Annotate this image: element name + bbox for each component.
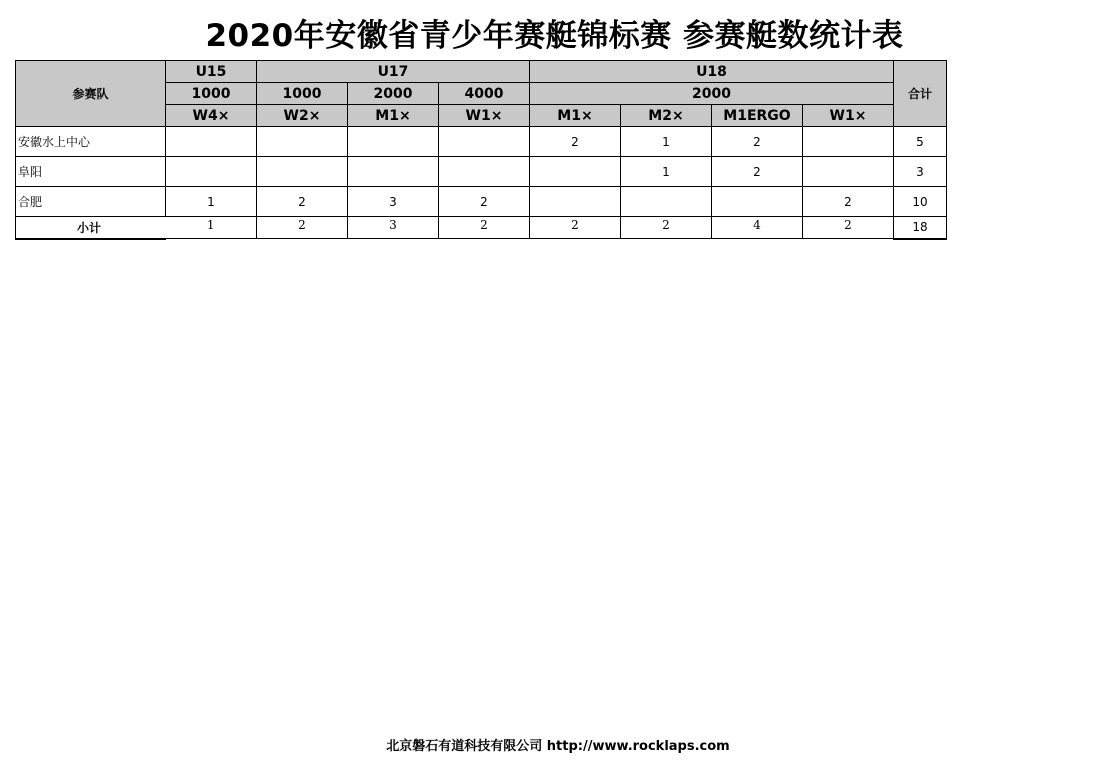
subtotal-cell: 2 bbox=[257, 217, 348, 239]
count-cell bbox=[803, 127, 894, 157]
row-total-cell: 10 bbox=[894, 187, 947, 217]
count-cell: 1 bbox=[166, 187, 257, 217]
table-row bbox=[16, 127, 947, 157]
count-cell: 1 bbox=[621, 157, 712, 187]
subtotal-cell: 2 bbox=[621, 217, 712, 239]
event-header: W2× bbox=[257, 105, 348, 127]
subtotal-label: 小计 bbox=[16, 217, 166, 239]
distance-header: 2000 bbox=[348, 83, 439, 105]
footer-credit: 北京磐石有道科技有限公司 http://www.rocklaps.com bbox=[386, 739, 730, 754]
count-cell: 3 bbox=[348, 187, 439, 217]
group-header-u15: U15 bbox=[166, 61, 257, 83]
distance-header: 4000 bbox=[439, 83, 530, 105]
count-cell bbox=[439, 127, 530, 157]
subtotal-cell: 2 bbox=[530, 217, 621, 239]
team-name-cell: 合肥 bbox=[16, 187, 166, 217]
count-cell bbox=[530, 157, 621, 187]
page-title: 2020年安徽省青少年赛艇锦标赛 参赛艇数统计表 bbox=[205, 18, 904, 54]
count-cell bbox=[712, 187, 803, 217]
event-header: M1× bbox=[348, 105, 439, 127]
distance-header: 2000 bbox=[530, 83, 894, 105]
event-header: M2× bbox=[621, 105, 712, 127]
subtotal-cell: 2 bbox=[439, 217, 530, 239]
event-header: W4× bbox=[166, 105, 257, 127]
count-cell: 2 bbox=[257, 187, 348, 217]
count-cell bbox=[621, 187, 712, 217]
group-header-u17: U17 bbox=[257, 61, 530, 83]
row-total-cell: 5 bbox=[894, 127, 947, 157]
count-cell: 2 bbox=[439, 187, 530, 217]
count-cell bbox=[257, 127, 348, 157]
count-cell bbox=[348, 157, 439, 187]
count-cell bbox=[166, 127, 257, 157]
team-name-cell: 安徽水上中心 bbox=[16, 127, 166, 157]
distance-header: 1000 bbox=[166, 83, 257, 105]
group-header-u18: U18 bbox=[530, 61, 894, 83]
count-cell: 2 bbox=[530, 127, 621, 157]
team-name-cell: 阜阳 bbox=[16, 157, 166, 187]
total-header: 合计 bbox=[894, 61, 947, 127]
event-header: W1× bbox=[803, 105, 894, 127]
count-cell: 2 bbox=[712, 127, 803, 157]
event-header: M1× bbox=[530, 105, 621, 127]
team-header: 参赛队 bbox=[16, 61, 166, 127]
count-cell: 2 bbox=[712, 157, 803, 187]
statistics-table bbox=[15, 60, 947, 240]
count-cell bbox=[803, 157, 894, 187]
count-cell bbox=[166, 157, 257, 187]
count-cell bbox=[439, 157, 530, 187]
subtotal-cell: 2 bbox=[803, 217, 894, 239]
subtotal-cell: 4 bbox=[712, 217, 803, 239]
count-cell bbox=[530, 187, 621, 217]
table-row bbox=[16, 157, 947, 187]
event-header: M1ERGO bbox=[712, 105, 803, 127]
subtotal-cell: 1 bbox=[166, 217, 257, 239]
grand-total-cell: 18 bbox=[894, 217, 947, 239]
row-total-cell: 3 bbox=[894, 157, 947, 187]
count-cell: 2 bbox=[803, 187, 894, 217]
distance-header: 1000 bbox=[257, 83, 348, 105]
event-header: W1× bbox=[439, 105, 530, 127]
subtotal-row bbox=[16, 217, 947, 239]
table-row bbox=[16, 187, 947, 217]
subtotal-cell: 3 bbox=[348, 217, 439, 239]
count-cell bbox=[348, 127, 439, 157]
count-cell bbox=[257, 157, 348, 187]
count-cell: 1 bbox=[621, 127, 712, 157]
